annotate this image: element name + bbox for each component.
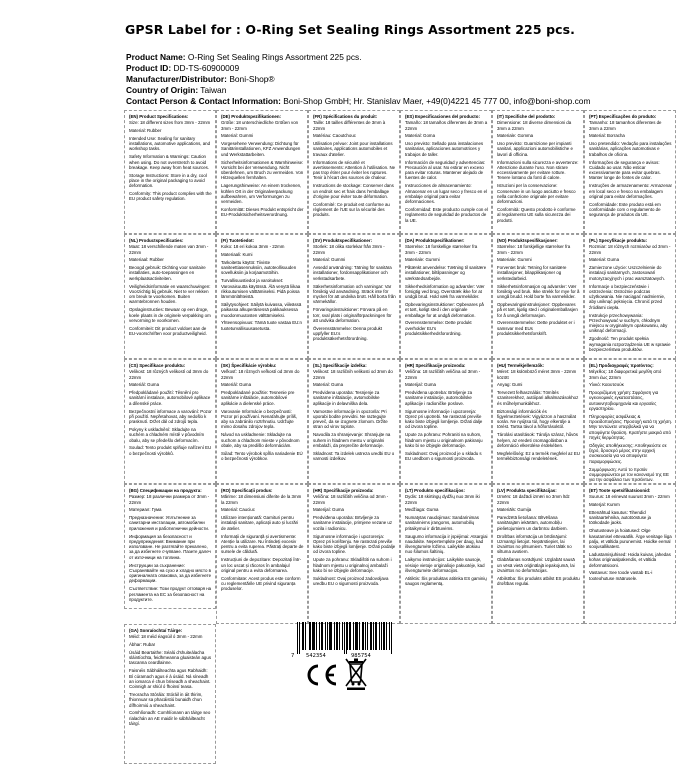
spec-paragraph: Tárolási utasítások: Tárolja száraz, hűvös helyen, az eredeti csomagolásban a deformáció elkerülése érdekében. [497, 432, 578, 448]
spec-paragraph: Προοριζόμενη χρήση: Σφράγιση για υγειονομικές εγκαταστάσεις, αυτοκινητοβιομηχανία και εργασίες εργαστηρίου. [589, 390, 659, 412]
spec-heading: (ES) Especificaciones del producto: [405, 114, 480, 119]
spec-cell [124, 110, 216, 234]
spec-paragraph: Numatytas naudojimas: Sandarinimas sanitarinėms įrangoms, automobilių pritaikymui ir dirbtuvėms. [405, 515, 479, 531]
barcode-bar [347, 622, 348, 650]
spec-paragraph: Uso previsto: Sellado para instalaciones sanitarias, aplicaciones automotrices y trabajos de taller. [405, 141, 484, 157]
spec-paragraph: Méid: 18 méid éagsúil ó 3mm - 22mm [129, 634, 203, 640]
spec-paragraph: Comhlíonadh: Comhlíonann an táirge seo rialachán an AE maidir le sábháilteacht táirgí. [129, 710, 211, 726]
barcode-bar [344, 622, 345, 654]
spec-paragraph: Informacje o bezpieczeństwie i ostrzeżenia: Ostrożnie podczas użytkowania. Nie naciągać nadmiernie, aby uniknąć pęknięcia. Chronić przed źródłami ciepła. [589, 283, 666, 310]
spec-paragraph: Conformity: This product complies with the EU product safety regulation. [129, 191, 212, 202]
spec-paragraph: Veľkosť: 18 rôznych veľkostí od 3mm do 22mm [221, 369, 300, 380]
spec-paragraph: Størrelse: 18 forskjellige størrelser fra 3mm - 22mm [497, 244, 571, 255]
spec-heading: (NL) Productspecificaties: [129, 238, 184, 243]
spec-paragraph: Material: Gummi [313, 257, 346, 263]
spec-paragraph: Storage Instructions: Store in a dry, cool place in the original packaging to avoid deformation. [129, 172, 207, 189]
spec-paragraph: Tervezett felhasználás: Tömítés szaniterekhez, autóipari alkalmazásokhoz és műhelymunkákhoz. [497, 390, 579, 406]
spec-paragraph: Информация за безопасност и предупреждения: Внимание при използване. Не разтягайте прекалено, за да избегнете счупване. Пазете далеч от източници на топлина. [129, 533, 211, 560]
spec-heading: (PL) Specyfikacje produktu: [589, 238, 648, 243]
spec-paragraph: Drošības informācija un brīdinājumi: Uzmanīgi lietojot. Nepārstiepiet, lai izvairītos no plīsumiem. Turiet tālāk no siltuma avotiem. [497, 533, 572, 555]
spec-paragraph: Oppbevaringsinstruksjoner: Oppbevares på et tørt, kjølig sted i originalemballasjen for å unngå deformasjon. [497, 301, 578, 318]
spec-paragraph: Opbevaringsinstruktioner: Opbevares på et tørt, køligt sted i den originale emballage for at undgå deformation. [405, 301, 484, 318]
barcode-bar [327, 622, 328, 650]
barcode-bar [383, 622, 384, 650]
barcode-bar [310, 622, 311, 650]
spec-paragraph: Instructions de stockage: Conserver dans un endroit sec et frais dans l'emballage d'origine pour éviter toute déformation. [313, 183, 394, 199]
spec-paragraph: Biztonsági információk és figyelmeztetések: Vigyázzon a használat során. Ne nyújtsa túl, hogy elkerülje a törést. Tartsa távol a hőforrásoktól. [497, 408, 576, 430]
barcode-bar [356, 622, 357, 650]
spec-heading: (EL) Προδιαγραφές προϊόντος: [589, 363, 654, 368]
spec-paragraph: Sigurnosne informacije i upozorenja: Oprez pri upotrebi. Ne rastezati previše kako biste izbjegli lomljenje. Držati dalje od izvora topline. [405, 408, 483, 430]
spec-paragraph: Storlek: 18 olika storlekar från 3mm - 22mm [313, 244, 385, 255]
barcode-bar [357, 622, 358, 650]
barcode-bar [379, 622, 380, 650]
spec-paragraph: Skladnost: Ta izdelek ustreza uredbi EU o varnosti izdelkov. [313, 450, 395, 461]
spec-cell [584, 359, 676, 484]
barcode-bar [363, 622, 364, 650]
spec-paragraph: Návod na uskladnenie: Skladujte na suchom a chladnom mieste v pôvodnom obale, aby sa predišlo deformáciám. [221, 432, 300, 448]
spec-paragraph: Navodila za shranjevanje: Shranjujte na suhem in hladnem mestu v originalni embalaži, da preprečite deformacije. [313, 432, 391, 448]
spec-paragraph: Informations de sécurité et avertissements: Attention à l'utilisation. Ne pas trop étirer pour éviter les ruptures. Tenir à l'écart des sources de chaleur. [313, 159, 396, 181]
spec-paragraph: Megfelelőség: Ez a termék megfelel az EU termékbiztonsági rendeletének. [497, 450, 580, 461]
barcode-bar [375, 622, 376, 650]
barcode-bar [365, 622, 366, 650]
spec-paragraph: Matériau: Caoutchouc [313, 133, 356, 139]
spec-heading: (LV) Produkta specifikācijas: [497, 488, 557, 493]
ce-mark-icon [303, 663, 339, 687]
spec-cell [124, 624, 216, 764]
barcode-bar [297, 622, 298, 654]
info-product-id: Product ID: DD-TS-60900009 [126, 63, 240, 73]
spec-paragraph: Material: Borracha [589, 133, 625, 139]
spec-cell [492, 110, 584, 234]
spec-paragraph: Súlad: Tento výrobok spĺňa nariadenie EÚ o bezpečnosti výrobkov. [221, 450, 303, 461]
barcode-bar [367, 622, 368, 650]
spec-paragraph: Vastavus: See toode vastab EL-i tooteohutuse määrusele. [589, 570, 653, 581]
spec-paragraph: Συμμόρφωση: Αυτό το προϊόν συμμορφώνεται με τον κανονισμό της ΕΕ για την ασφάλεια των προϊόντων. [589, 466, 669, 483]
spec-paragraph: Sikkerhetsinformasjon og advarsler: Vær forsiktig ved bruk. Ikke strekk for mye for å unngå brudd. Hold borte fra varmekilder. [497, 283, 580, 300]
spec-paragraph: Utilisation prévue: Joint pour installations sanitaires, applications automobiles et travaux d'atelier. [313, 141, 393, 157]
barcode-bar [337, 622, 338, 650]
spec-paragraph: Saugumo informacija ir įspėjimai: Atsargiai naudokite. Nepertempkite per daug, kad išvengtumėte lūžimo. Laikykite atokiau nuo šilumos šaltinių. [405, 533, 488, 555]
barcode-bar [325, 622, 326, 650]
spec-paragraph: Instruções de armazenamento: Armazenar em local seco e fresco na embalagem original para evitar deformações. [589, 183, 672, 199]
spec-heading: (IT) Specifiche del prodotto: [497, 114, 556, 119]
spec-paragraph: Material: Guma [313, 382, 344, 388]
spec-heading: (RO) Specificații produs: [221, 488, 273, 493]
spec-paragraph: Intended Use: Sealing for sanitary installations, automotive applications, and workshop tasks. [129, 135, 211, 152]
spec-paragraph: Forventet bruk: Tetning for sanitære installasjoner, bilapplikasjoner og verkstedarbeid. [497, 265, 567, 281]
info-country: Country of Origin: Taiwan [126, 85, 227, 95]
barcode-bar [339, 622, 340, 650]
spec-heading: (FI) Tuotetiedot: [221, 238, 255, 243]
spec-paragraph: Tamaño: 18 tamaños diferentes de 3mm a 22mm [405, 120, 488, 131]
spec-cell [124, 484, 216, 609]
spec-heading: (HR) Specifikacije proizvoda: [405, 363, 466, 368]
spec-paragraph: Zamierzone użycie: Uszczelnienie do instalacji sanitarnych, zastosowań motoryzacyjnych i prac warsztatowych. [589, 265, 665, 281]
barcode-bar [371, 622, 372, 650]
spec-paragraph: Materijal: Guma [405, 382, 436, 388]
spec-paragraph: Materiale: Gummi [405, 257, 440, 263]
spec-cell [584, 234, 676, 359]
barcode-bar [342, 622, 343, 650]
spec-paragraph: Säilytysohjeet: Säilytä kuivassa, viileässä paikassa alkuperäisessä pakkauksessa muodonmuutosten välttämiseksi. [221, 301, 302, 318]
spec-paragraph: Laikymo instrukcijos: Laikykite sausoje, vėsioje vietoje originalioje pakuotėje, kad išvengtumėte deformacijos. [405, 557, 485, 573]
spec-paragraph: Инструкции за съхранение: Съхранявайте на сухо и хладно място в оригиналната опаковка, за да избегнете деформации. [129, 562, 212, 584]
spec-heading: (NO) Produktspesifikasjoner: [497, 238, 558, 243]
spec-paragraph: Izmērs: 18 dažādi izmēri no 3mm līdz 22mm [497, 494, 570, 505]
spec-paragraph: Tarkoitettu käyttö: Tiiviste saniteettiasennuksiin, autoteollisuuden sovelluksiin ja korjaamotöihin. [221, 259, 297, 276]
info-product-name: Product Name: O-Ring Set Sealing Rings Assortment 225 pcs. [126, 52, 362, 62]
spec-paragraph: Conformidad: Este producto cumple con el reglamento de seguridad de productos de la UE. [405, 206, 488, 223]
spec-paragraph: Varovanie Informácie o bezpečnosti: Pozor pri používaní. Nenaťahujte príliš, aby sa zabránilo roztrhnutiu. Udržujte mimo dosahu zdrojov tepla. [221, 408, 298, 430]
spec-paragraph: Conformité: Ce produit est conforme au règlement de l'UE sur la sécurité des produits. [313, 201, 390, 218]
spec-paragraph: Πληροφορίες ασφάλειας & προειδοποιήσεις: Προσοχή κατά τη χρήση. Μην τεντώνετε υπερβολικά για να αποφύγετε θραύση. Κρατήστε μακριά από πηγές θερμότητας. [589, 413, 672, 441]
spec-paragraph: Úsáid Beartaithe: Séalú d'shuiteálacha sláintíochta, feidhmeanna gluaisteán agus tascanna ceardlainne. [129, 649, 212, 666]
spec-cell [124, 234, 216, 359]
barcode-bar [302, 622, 303, 650]
spec-paragraph: Förvaringsinstruktioner: Förvara på en torr, sval plats i originalförpackningen för att undvika deformation. [313, 307, 392, 323]
barcode-bar [391, 622, 392, 654]
spec-paragraph: Vorgesehene Verwendung: Dichtung für Sanitärinstallationen, KFZ Anwendungen und Werkstattarbeiten. [221, 141, 301, 157]
spec-cell [584, 110, 676, 234]
barcode-bar [330, 622, 331, 650]
spec-paragraph: Velikost: 18 različnih velikosti od 3mm do 22mm [313, 369, 393, 380]
spec-cell [584, 484, 676, 624]
barcode-bar [331, 622, 332, 650]
spec-paragraph: Materiale: Gummi [497, 257, 532, 263]
barcode-bar [346, 622, 347, 654]
spec-paragraph: Instrukcje przechowywania: Przechowywać w suchym, chłodnym miejscu w oryginalnym opakowaniu, aby uniknąć deformacji. [589, 312, 668, 334]
spec-paragraph: Conformiteit: Dit product voldoet aan de EU-voorschriften voor productveiligheid. [129, 325, 207, 336]
spec-paragraph: Medžiaga: Guma [405, 507, 439, 513]
page-title: GPSR Label for : O-Ring Set Sealing Rings Assortment 225 pcs. [124, 22, 576, 37]
spec-paragraph: Anyag: Gumi [497, 382, 523, 388]
spec-paragraph: Materiāls: Gumija [497, 507, 532, 513]
spec-paragraph: Dydis: 18 skirtingų dydžių nuo 3mm iki 22mm [405, 494, 480, 505]
spec-paragraph: Lagerungshinweise: An einem trockenen, kühlen Ort in der Originalverpackung aufbewahren, um Verformungen zu vermeiden. [221, 183, 302, 205]
spec-paragraph: Upute za pohranu: Skladištiti na suhom i hladnom mjestu u originalnoj ambalaži kako bi se izbjegle deformacije. [313, 557, 392, 573]
spec-paragraph: Predvidena uporaba: Tesnjenje za sanitarne inštalacije, avtomobilske aplikacije in delavniška dela. [313, 390, 380, 406]
spec-paragraph: Material: Gummi [221, 133, 254, 139]
spec-heading: (SL) Specifikacije izdelka: [313, 363, 367, 368]
spec-paragraph: Beoogd gebruik: Dichting voor sanitaire installaties, auto-toepassingen en werkplaatsactiviteiten. [129, 265, 206, 281]
spec-paragraph: Μέγεθος: 18 διαφορετικά μεγέθη από 3mm έως 22mm [589, 369, 662, 380]
spec-paragraph: Påtænkt anvendelse: Tætning til sanitære installationer, biltilpasninger og værkstedsarbejde. [405, 265, 487, 281]
spec-paragraph: Conformidade: Este produto está em conformidade com o regulamento de segurança de produtos da UE. [589, 201, 661, 218]
spec-paragraph: Bezpečnostní informace a varování: Pozor při použití. Nepřetahovat, aby nedošlo k prasknutí. Držet dál od zdrojů tepla. [129, 408, 212, 425]
barcode-bar [359, 622, 360, 650]
barcode-bars [297, 622, 393, 654]
spec-paragraph: Atbilstība: Šis produkts atbilst ES produktu drošības regulai. [497, 575, 580, 586]
spec-paragraph: Turvallisuustiedot ja varoitukset: Varovaisuutta käytössä. Älä venytä liikaa rikkoutumisen välttämiseksi. Pidä poissa lämmönlähteistä. [221, 278, 301, 300]
spec-paragraph: Materiál: Guma [221, 382, 252, 388]
spec-paragraph: Størrelse: 18 forskellige størrelser fra 3mm - 22mm [405, 244, 478, 255]
spec-paragraph: Ladustamisjuhised: Hoida kuivas, jahedas kohas originaalpakendis, et vältida deformatsiooni. [589, 551, 671, 568]
spec-heading: (GA) Sonraíochtaí Táirge: [129, 628, 183, 633]
spec-cell [308, 234, 400, 359]
spec-paragraph: Utilizare intenționată: Garnituri pentru instalații sanitare, aplicații auto și lucrări de atelier. [221, 515, 299, 531]
barcode-bar [299, 622, 300, 654]
spec-paragraph: Материал: Гума [129, 507, 162, 513]
spec-paragraph: Instrucțiuni de depozitare: Depozitați într-un loc uscat și răcoros în ambalajul original pentru a evita deformarea. [221, 557, 302, 573]
spec-cell [400, 234, 492, 359]
spec-paragraph: Suurus: 18 erinevat suurust 3mm - 22mm [589, 494, 670, 500]
barcode-bar [329, 622, 330, 650]
spec-paragraph: Veličina: 18 različitih veličina od 3mm - 22mm [313, 494, 389, 505]
spec-cell [400, 359, 492, 484]
spec-paragraph: Υλικό: Καουτσούκ [589, 382, 624, 388]
spec-paragraph: Ettenähtud kasutus: Tihendid sanitaartehnika, autotööstuse ja töökodade jaoks. [589, 509, 651, 526]
spec-paragraph: Materiaali: Kumi [221, 252, 253, 258]
spec-heading: (DE) Produktspezifikationen: [221, 114, 282, 119]
spec-paragraph: Överensstämmelse: Denna produkt uppfyller EU:s produktsäkerhetsförordning. [313, 325, 383, 342]
spec-paragraph: Dimensione: 18 diverse dimensioni da 3mm a 22mm [497, 120, 572, 131]
spec-heading: (HU) Termékjellemzők: [497, 363, 545, 368]
spec-paragraph: Sicherheitsinformationen & Warnhinweise: Vorsicht bei der Verwendung. Nicht überdehnen, um Bruch zu vermeiden. Von Hitzequellen fernhalten. [221, 159, 304, 181]
spec-paragraph: Sukladnost: Ovaj proizvod je u skladu s EU uredbom o sigurnosti proizvoda. [405, 450, 482, 461]
spec-cell [216, 484, 308, 624]
spec-cell [216, 359, 308, 484]
spec-paragraph: Información de seguridad y advertencias: Precaución al usar. No estirar en exceso para evitar roturas. Mantener alejado de fuentes de calor. [405, 159, 486, 181]
spec-paragraph: Méret: 18 különböző méret 3mm - 22mm között [497, 369, 577, 380]
spec-paragraph: Veiligheidsinformatie en waarschuwingen: Voorzichtig bij gebruik. Niet te ver rekken om breuk te voorkomen. Buiten warmtebronnen houden. [129, 283, 211, 305]
spec-paragraph: Pokyny k uskladnění: Skladujte na suchém a chladném místě v původním obalu, aby se předešlo deformacím. [129, 426, 205, 443]
spec-cell [492, 484, 584, 624]
spec-heading: (ET) Toote spetsifikatsioonid: [589, 488, 651, 493]
spec-paragraph: Overensstemmelse: Dette produktet er i samsvar med EUs produktsikkerhetsforskrift. [497, 320, 575, 336]
spec-paragraph: Ábhar: Rubar [129, 642, 156, 648]
spec-paragraph: Conformità: Questo prodotto è conforme al regolamento UE sulla sicurezza dei prodotti. [497, 206, 576, 223]
spec-paragraph: Informações de segurança e avisos: Cuidado ao usar. Não esticar excessivamente para evitar quebras. Manter longe de fontes de calor. [589, 159, 661, 181]
spec-heading: (SV) Produktspecifikationer: [313, 238, 373, 243]
spec-paragraph: Taille: 18 tailles différentes de 3mm à 22mm [313, 120, 386, 131]
spec-paragraph: Safety Information & Warnings: Caution when using. Do not overstretch to avoid breakage. Keep away from heat sources. [129, 154, 210, 170]
spec-paragraph: Yhteensopivuus: Tämä tuote vastaa EU:n tuoteturvallisuusasetusta. [221, 320, 302, 331]
spec-paragraph: Tamanho: 18 tamanhos diferentes de 3mm a 22mm [589, 120, 662, 131]
spec-paragraph: Predviđena upotreba: Brtvljenje za sanitarne instalacije, automobilske aplikacije i radioničke poslove. [405, 390, 473, 406]
spec-paragraph: Istruzioni per la conservazione: Conservare in un luogo asciutto e fresco nella confezione originale per evitare deformazioni. [497, 183, 576, 205]
spec-paragraph: Material: Goma [405, 133, 436, 139]
spec-paragraph: Predpokladané použitie: Tesnenie pre sanitárne inštalácie, automobilové aplikácie a dielenské práce. [221, 390, 295, 406]
spec-paragraph: Veličina: 18 različitih veličina od 3mm - 22mm [405, 369, 481, 380]
spec-cell [492, 234, 584, 359]
spec-paragraph: Materjal: Kumm [589, 502, 620, 508]
spec-heading: (BG) Спецификации на продукта: [129, 488, 202, 493]
spec-paragraph: Materiaal: Rubber [129, 257, 164, 263]
spec-paragraph: Faisnéis Sábháilteachta agus Rabhaidh: Bí cúramach agus é á úsáid. Ná síneadh an iomarca é chun briseadh a sheachaint. Coinnigh ar shiúl ó fhoinsí teasa. [129, 668, 211, 690]
spec-paragraph: Koko: 18 eri kokoa 3mm - 22mm [221, 244, 285, 250]
barcode-bar [353, 622, 354, 650]
spec-paragraph: Treoracha Stórála: Stóráil in áit thirim, fhionnuar sa phacáistiú bunaidh chun dífhoirmiú a sheachaint. [129, 691, 203, 708]
spec-paragraph: Soulad: Tento produkt splňuje nařízení EU o bezpečnosti výrobků. [129, 445, 212, 456]
barcode-bar [313, 622, 314, 650]
barcode-bar [389, 622, 390, 650]
barcode-bar [319, 622, 320, 650]
spec-paragraph: Materiál: Guma [129, 382, 160, 388]
spec-cell [492, 359, 584, 484]
spec-paragraph: Informazioni sulla sicurezza e avvertenze: Attenzione durante l'uso. Non stirare eccessivamente per evitare rotture. Tenere lontano da fonti di calore. [497, 159, 579, 181]
spec-paragraph: Velikost: 18 různých velikostí od 3mm do 22mm [129, 369, 209, 380]
spec-paragraph: Conformitate: Acest produs este conform cu reglementările UE privind siguranța produselor. [221, 575, 301, 592]
spec-paragraph: Upute za pohranu: Pohraniti na suhom, hladnom mjestu u originalnom pakiranju kako bi se izbjegle deformacije. [405, 432, 483, 448]
barcode-bar [384, 622, 385, 650]
spec-paragraph: Materiał: Guma [589, 257, 620, 263]
barcode-bar [362, 622, 363, 650]
barcode-bar [303, 622, 304, 650]
spec-heading: (EN) Product Specifications: [129, 114, 189, 119]
barcode-bar [312, 622, 313, 650]
spec-cell [308, 110, 400, 234]
spec-paragraph: Material: Rubber [129, 128, 162, 134]
spec-paragraph: Uso pretendido: Vedação para instalações sanitárias, aplicações automotivas e trabalhos de oficina. [589, 141, 672, 157]
spec-paragraph: Predviđena uporaba: Brtvljenje za sanitarne instalacije, primjene vezane uz vozila i radionicu. [313, 515, 393, 531]
barcode-digits-middle: 542354 [306, 653, 326, 659]
spec-paragraph: Instrucciones de almacenamiento: Almacenar en un lugar seco y fresco en el embalaje original para evitar deformaciones. [405, 183, 488, 205]
barcode-bar [355, 622, 356, 650]
spec-paragraph: Предназначение: Уплътнение за санитарни инсталации, автомобилни приложения и работилнични дейности. [129, 515, 210, 531]
spec-heading: (HR) Specifikacije proizvoda: [313, 488, 374, 493]
barcode-bar [314, 622, 315, 650]
spec-paragraph: Materiale: Gomma [497, 133, 534, 139]
barcode-bar [370, 622, 371, 650]
spec-paragraph: Rozmiar: 18 różnych rozmiarów od 3mm - 22mm [589, 244, 671, 255]
spec-cell [400, 110, 492, 234]
spec-paragraph: Avsedd användning: Tätning för sanitära installationer, fordonsapplikationer och verkstadsarbete. [313, 265, 392, 281]
spec-paragraph: Maat: 18 verschillende maten van 3mm - 22mm [129, 244, 209, 255]
spec-paragraph: Materijal: Guma [313, 507, 344, 513]
spec-cell [400, 484, 492, 624]
spec-paragraph: Konformität: Dieses Produkt entspricht der EU-Produktsicherheitsverordnung. [221, 206, 304, 218]
spec-paragraph: Varnostne informacije in opozorila: Pri uporabi bodite previdni. Ne raztegujte preveč, da se izognete zlomom. Držite stran od virov toplote. [313, 408, 388, 430]
spec-cell [124, 359, 216, 484]
spec-paragraph: Sigurnosne informacije i upozorenja: Oprez pri korištenju. Ne rastezati previše kako biste izbjegli lomljenje. Držati podalje od izvora topline. [313, 533, 396, 555]
spec-heading: (DA) Produktspecifikationer: [405, 238, 465, 243]
spec-paragraph: Размер: 18 различни размера от 3mm - 22mm [129, 494, 210, 505]
spec-cell [216, 234, 308, 359]
product-info [126, 52, 686, 107]
spec-paragraph: Paredzētā lietošana: Blīvēšana sanitārajām iekārtām, automobiļu pielietojumiem un darbnīcu darbiem. [497, 515, 568, 531]
spec-paragraph: Glabāšanas norādījumi: Uzglabāt sausā un vēsā vietā oriģinālajā iepakojumā, lai izvairītos no deformācijas. [497, 557, 575, 573]
spec-paragraph: Material: Cauciuc [221, 507, 255, 513]
barcode-digit-left: 7 [291, 653, 295, 659]
barcode-bar [334, 622, 335, 650]
barcode-bar [305, 622, 306, 650]
spec-paragraph: Atitiktis: Šis produktas atitinka ES gaminių saugos reglamentą. [405, 575, 487, 586]
spec-paragraph: Größe: 18 unterschiedliche Größen von 3mm - 22mm [221, 120, 299, 131]
barcode-bar [350, 622, 351, 650]
spec-paragraph: Ohutusteave ja hoiatused: Olge kasutamisel ettevaatlik. Ärge venitage liiga palju, et vältida purunemist. Hoidke eemal soojusallikatest. [589, 528, 672, 550]
spec-paragraph: Säkerhetsinformation och varningar: Var försiktig vid användning. Sträck inte för mycket för att undvika brott. Håll borta från värmekällor. [313, 283, 396, 305]
spec-cell [308, 484, 400, 624]
spec-paragraph: Zgodność: Ten produkt spełnia wymagania rozporządzenia UE w sprawie bezpieczeństwa produktów. [589, 336, 671, 352]
crossed-bin-icon [344, 655, 368, 691]
barcode-bar [373, 622, 374, 650]
barcode-bar [349, 622, 350, 650]
info-manufacturer: Manufacturer/Distributor: Boni-Shop® [126, 74, 275, 84]
barcode-bar [316, 622, 317, 650]
spec-paragraph: Opslaginstructies: Bewaar op een droge, koele plaats in de originele verpakking om vervorming te voorkomen. [129, 307, 211, 323]
spec-paragraph: Overensstemmelse: Dette produkt overholder EU's produktsikkerhedsforordning. [405, 320, 472, 336]
spec-paragraph: Mărime: 18 dimensiuni diferite de la 3mm la 22mm [221, 494, 302, 505]
barcode-bar [381, 622, 382, 650]
spec-cell [308, 359, 400, 484]
spec-heading: (PT) Especificações do produto: [589, 114, 657, 119]
language-spec-grid [124, 110, 676, 764]
spec-paragraph: Οδηγίες αποθήκευσης: Αποθηκεύστε σε ξηρό, δροσερό μέρος στην αρχική συσκευασία για να αποφύγετε παραμορφώσεις. [589, 442, 667, 464]
barcode-bar [322, 622, 323, 650]
spec-paragraph: Съответствие: Този продукт отговаря на регламента на ЕС за безопасност на продуктите. [129, 586, 212, 602]
barcode-digits-right: 985754 [351, 653, 371, 659]
barcode-bar [321, 622, 322, 650]
spec-paragraph: Uso previsto: Guarnizione per impianti sanitari, applicazioni automobilistiche e lavori di officina. [497, 141, 573, 157]
spec-heading: (LT) Produkto specifikacijos: [405, 488, 465, 493]
barcode-bar [309, 622, 310, 650]
spec-heading: (CS) Specifikace produktu: [129, 363, 186, 368]
barcode-bar [336, 622, 337, 650]
info-contact: Contact Person & Contact Information: Boni-Shop GmbH; Hr. Stanislav Maer, +49(0)4221 45 777 00, info@boni-shop.com [126, 96, 591, 106]
spec-heading: (FR) Spécifications du produit: [313, 114, 378, 119]
spec-paragraph: Předpokládané použití: Těsnění pro sanitární instalace, automobilové aplikace a dílenské práce. [129, 390, 211, 406]
barcode-bar [376, 622, 377, 650]
spec-cell [216, 110, 308, 234]
spec-paragraph: Informații de siguranță și avertismente: Atenție la utilizare. Nu întindeți excesiv pentru a evita ruperea. Păstrați departe de sursele de căldură. [221, 533, 304, 555]
barcode-bar [386, 622, 387, 650]
spec-paragraph: Size: 18 different sizes from 3mm - 22mm [129, 120, 211, 126]
spec-heading: (SK) Špecifikácie výrobku: [221, 363, 277, 368]
spec-paragraph: Sukladnost: Ovaj proizvod zadovoljava uredbu EU o sigurnosti proizvoda. [313, 575, 389, 586]
spec-paragraph: Sikkerhedsinformation og advarsler: Vær forsigtig ved brug. Overstræk ikke for at undgå brud. Hold væk fra varmekilder. [405, 283, 485, 300]
